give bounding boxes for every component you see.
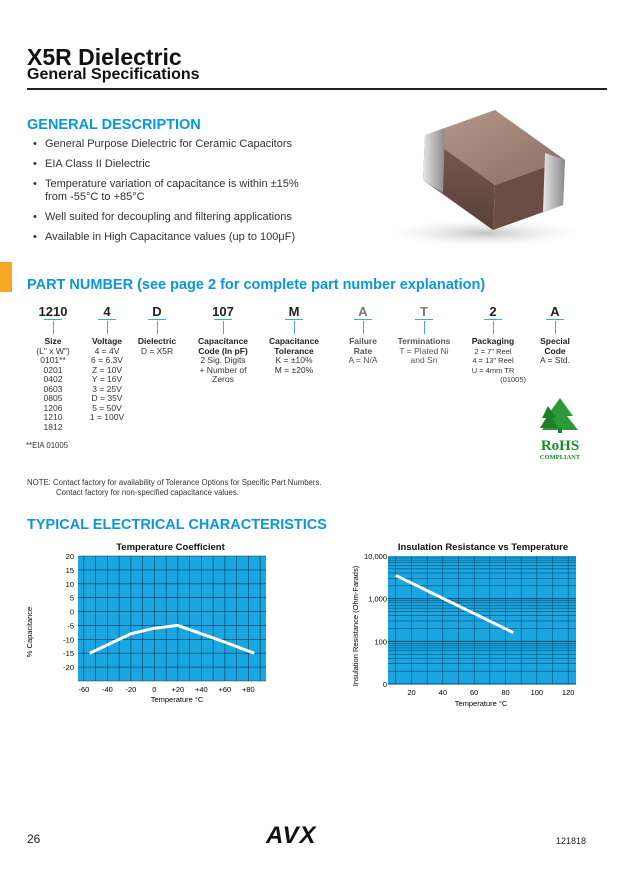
chart2-x-tick: 120: [561, 688, 575, 697]
chart1-y-tick: -20: [63, 663, 74, 673]
chart1: [22, 552, 272, 712]
chart1-y-tick: -5: [67, 621, 74, 631]
chart1-xlabel: Temperature °C: [150, 695, 204, 704]
chart1-ylabel: % Capacitance: [25, 606, 34, 658]
chart1-x-tick: -40: [101, 685, 113, 694]
pn-field-voltage: 4 Voltage 4 = 4V 6 = 6.3V Z = 10V Y = 16V 3 = 25V D = 35V 5 = 50V 1 = 100V: [89, 304, 125, 422]
chart1-y-tick: 15: [65, 565, 74, 575]
chart2-x-tick: 100: [530, 688, 544, 697]
note-line-2: Contact factory for non-specified capacitance values.: [56, 488, 239, 497]
chart2-xlabel: Temperature °C: [454, 699, 508, 708]
page-number: 26: [27, 832, 41, 846]
general-description-heading: GENERAL DESCRIPTION: [27, 117, 201, 133]
chart1-y-tick: 20: [65, 552, 74, 561]
chart2-y-tick: 10,000: [364, 552, 387, 561]
chart2-ylabel: Insulation Resistance (Ohm-Farads): [351, 565, 360, 687]
pn-label: Size: [44, 336, 62, 346]
chart1-title: Temperature Coefficient: [116, 542, 225, 553]
pn-code: 1210: [38, 304, 68, 319]
pn-field-failure-rate: A Failure Rate A = N/A: [348, 304, 378, 365]
chart1-x-tick: +20: [171, 685, 185, 694]
chart1-plot-area: [78, 556, 266, 681]
tree-icon: [540, 398, 580, 434]
side-tab: [0, 262, 12, 292]
pn-field-size: 1210 Size (L" x W") 0101** 0201 0402 0603 0805 1206 1210 1812: [30, 304, 76, 432]
eia-footnote: **EIA 01005: [26, 441, 69, 450]
chart1-y-tick: -10: [63, 635, 74, 645]
chart2-x-tick: 20: [407, 688, 416, 697]
header-rule: [27, 88, 607, 90]
chart1-y-tick: 0: [69, 607, 74, 617]
capacitor-image: [365, 105, 605, 255]
pn-field-dielectric: D Dielectric D = X5R: [137, 304, 177, 356]
chart2-y-tick: 100: [374, 637, 387, 647]
chart2-x-tick: 60: [469, 688, 479, 697]
rohs-badge: RoHS COMPLIANT: [532, 398, 588, 462]
chart2-x-tick: 80: [501, 688, 510, 697]
pn-field-tolerance: M Capacitance Tolerance K = ±10% M = ±20%: [268, 304, 320, 375]
avx-logo: AVX: [266, 822, 317, 849]
list-item: • Temperature variation of capacitance is within ±15% from -55°C to +85°C: [33, 178, 305, 204]
chart2-plot-area: [388, 556, 576, 684]
pn-field-packaging: 2 Packaging 2 = 7" Reel 4 = 13" Reel U = 4mm TR (01005): [471, 304, 526, 384]
list-item: • Available in High Capacitance values (up to 100μF): [33, 231, 323, 244]
page-subtitle: General Specifications: [27, 66, 200, 83]
chart1-x-tick: +40: [195, 685, 208, 694]
chart2-x-tick: 40: [438, 688, 448, 697]
chart1-y-tick: 5: [69, 593, 74, 603]
chart1-x-tick: +80: [242, 685, 255, 694]
chart2-y-tick: 0: [382, 680, 387, 689]
chart1-x-tick: -20: [125, 685, 137, 694]
pn-field-capacitance-code: 107 Capacitance Code (In pF) 2 Sig. Digits + Number of Zeros: [197, 304, 249, 384]
note-line-1: NOTE: Contact factory for availability of Tolerance Options for Specific Part Numbers.: [27, 478, 322, 487]
pn-field-terminations: T Terminations T = Plated Ni and Sn: [397, 304, 451, 365]
chart1-y-tick: -15: [63, 649, 74, 659]
list-item: • Well suited for decoupling and filtering applications: [33, 211, 323, 224]
page-title: X5R Dielectric: [27, 44, 182, 70]
chart2-y-tick: 1,000: [368, 594, 387, 604]
chart1-x-tick: +60: [218, 685, 232, 694]
typical-heading: TYPICAL ELECTRICAL CHARACTERISTICS: [27, 517, 327, 533]
chart2-title: Insulation Resistance vs Temperature: [397, 542, 569, 553]
chart1-x-tick: -60: [78, 685, 90, 694]
part-number-heading: PART NUMBER (see page 2 for complete part number explanation): [27, 277, 486, 293]
pn-field-special-code: A Special Code A = Std.: [539, 304, 570, 365]
list-item: • EIA Class II Dielectric: [33, 158, 323, 171]
doc-code: 121818: [556, 836, 587, 846]
chart2: [346, 552, 591, 712]
chart1-y-tick: 10: [65, 579, 74, 589]
list-item: • General Purpose Dielectric for Ceramic Capacitors: [33, 138, 323, 151]
description-list: [33, 138, 323, 251]
chart1-x-tick: 0: [152, 685, 157, 694]
